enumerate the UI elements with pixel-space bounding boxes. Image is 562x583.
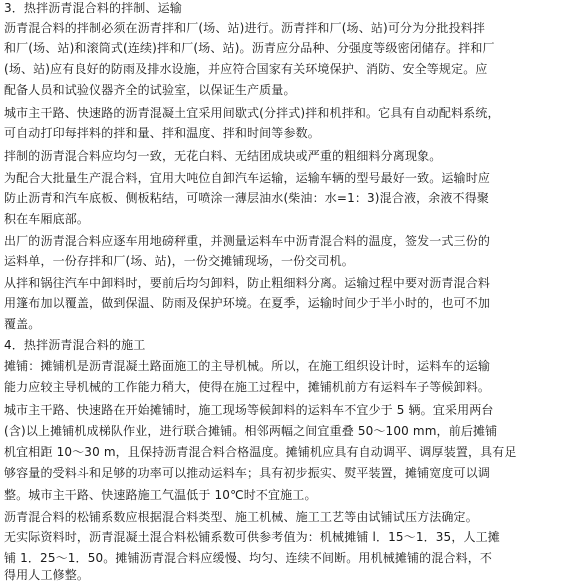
section-4-heading: 4．热拌沥青混合料的施工 — [4, 338, 146, 352]
paragraph-line: 沥青混合料的松铺系数应根据混合料类型、施工机械、施工工艺等由试铺试压方法确定。 — [4, 510, 478, 524]
paragraph-line: 运料单，一份存拌和厂(场、站)，一份交摊铺现场，一份交司机。 — [4, 254, 354, 268]
paragraph-line: 城市主干路、快速路的沥青混凝土宜采用间歇式(分拌式)拌和机拌和。它具有自动配料系统， — [4, 106, 500, 120]
paragraph-line: 可自动打印每拌料的拌和量、拌和温度、拌和时间等参数。 — [4, 126, 320, 140]
paragraph-line: (含)以上摊铺机成梯队作业，进行联合摊铺。相邻两幅之间宜重叠 50～100 mm，前后摊铺 — [4, 424, 498, 438]
paragraph-line: 从拌和锅往汽车中卸料时，要前后均匀卸料，防止粗细料分离。运输过程中要对沥青混合料 — [4, 276, 491, 290]
paragraph-line: 得用人工修整。 — [4, 568, 90, 582]
paragraph-line: 够容量的受料斗和足够的功率可以推动运料车；具有初步振实、熨平装置，摊铺宽度可以调 — [4, 466, 491, 480]
paragraph-line: 能力应较主导机械的工作能力稍大，使得在施工过程中，摊铺机前方有运料车子等候卸料。 — [4, 380, 491, 394]
paragraph-line: (场、站)应有良好的防雨及排水设施，并应符合国家有关环境保护、消防、安全等规定。应 — [4, 62, 488, 76]
section-3-heading: 3．热拌沥青混合料的拌制、运输 — [4, 1, 182, 15]
paragraph-line: 城市主干路、快速路在开始摊铺时，施工现场等候卸料的运料车不宜少于 5 辆。宜采用两台 — [4, 403, 494, 417]
paragraph-line: 摊铺：摊铺机是沥青混凝土路面施工的主导机械。所以，在施工组织设计时，运料车的运输 — [4, 359, 491, 373]
paragraph-line: 无实际资料时，沥青混凝土混合料松铺系数可供参考值为：机械摊铺 l．15～1．35，人工摊 — [4, 530, 500, 544]
paragraph-line: 和厂(场、站)和滚筒式(连续)拌和厂(场、站)。沥青应分品种、分强度等级密闭储存。拌和厂 — [4, 41, 495, 55]
paragraph-line: 出厂的沥青混合料应逐车用地磅秤重，并测量运料车中沥青混合料的温度，签发一式三份的 — [4, 234, 491, 248]
paragraph-line: 机宜相距 10～30 m，且保持沥青混合料合格温度。摊铺机应具有自动调平、调厚装置，具有足 — [4, 445, 517, 459]
paragraph-line: 防止沥青和汽车底板、侧板粘结，可喷涂一薄层油水(柴油：水=1：3)混合液，余液不得聚 — [4, 191, 489, 205]
paragraph-line: 积在车厢底部。 — [4, 212, 90, 226]
paragraph-line: 整。城市主干路、快速路施工气温低于 10℃时不宜施工。 — [4, 488, 317, 502]
paragraph-line: 覆盖。 — [4, 317, 41, 331]
paragraph-line: 配备人员和试验仪器齐全的试验室，以保证生产质量。 — [4, 83, 296, 97]
paragraph-line: 沥青混合料的拌制必须在沥青拌和厂(场、站)进行。沥青拌和厂(场、站)可分为分批投料拌 — [4, 21, 486, 35]
paragraph-line: 为配合大批量生产混合料，宜用大吨位自卸汽车运输，运输车辆的型号最好一致。运输时应 — [4, 171, 491, 185]
paragraph-line: 铺 1．25～1．50。摊铺沥青混合料应缓慢、均匀、连续不间断。用机械摊铺的混合料，不 — [4, 551, 493, 565]
paragraph-line: 用篷布加以覆盖，做到保温、防雨及保护环境。在夏季，运输时间少于半小时的，也可不加 — [4, 296, 491, 310]
paragraph-line: 拌制的沥青混合料应均匀一致，无花白料、无结团成块或严重的粗细料分离现象。 — [4, 149, 442, 163]
